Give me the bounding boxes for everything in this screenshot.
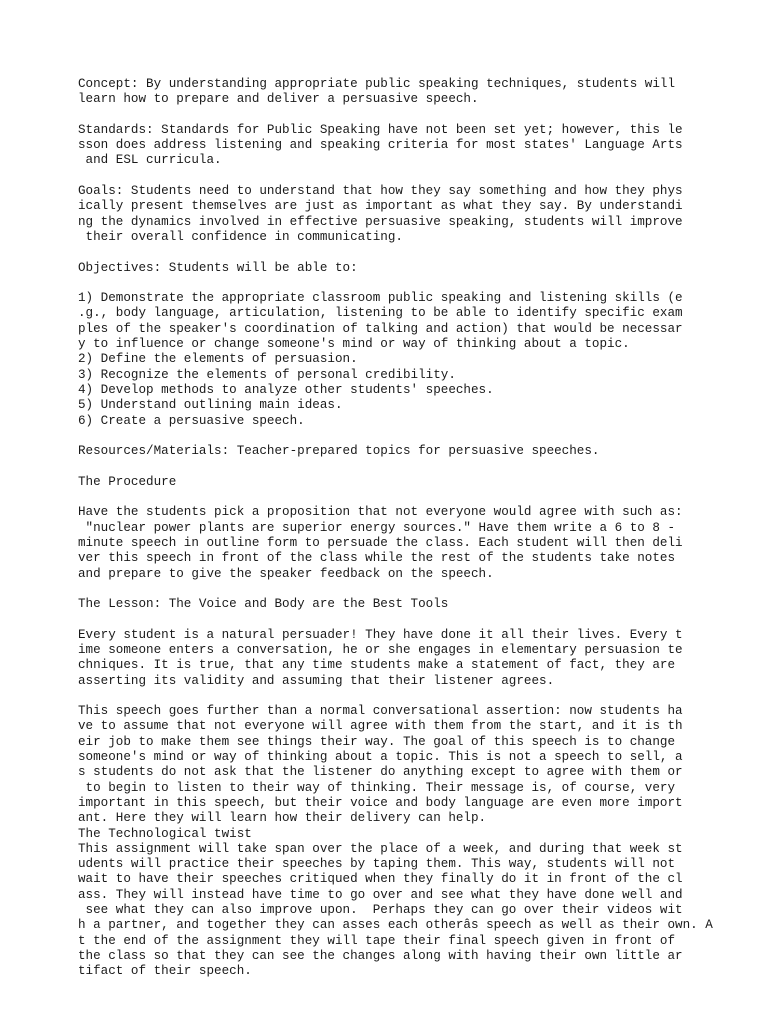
objectives-list <box>78 291 758 429</box>
text-line: h a partner, and together they can asses each otherâs speech as well as their own. A <box>78 918 713 933</box>
text-line: the class so that they can see the changes along with having their own little ar <box>78 948 683 963</box>
goals-paragraph <box>78 184 758 245</box>
text-line: 4) Develop methods to analyze other students' speeches. <box>78 382 494 397</box>
text-line: udents will practice their speeches by taping them. This way, students will not <box>78 857 676 872</box>
text-line: wait to have their speeches critiqued when they finally do it in front of the cl <box>78 872 683 887</box>
paragraph-spacer <box>78 459 758 474</box>
text-line: tifact of their speech. <box>78 964 252 979</box>
text-line: minute speech in outline form to persuade the class. Each student will then deli <box>78 535 683 550</box>
lesson-paragraph-1 <box>78 628 758 689</box>
text-line: learn how to prepare and deliver a persuasive speech. <box>78 92 479 107</box>
text-line: important in this speech, but their voice and body language are even more import <box>78 795 683 810</box>
text-line: The Procedure <box>78 474 177 489</box>
text-line: their overall confidence in communicating. <box>78 229 403 244</box>
paragraph-spacer <box>78 276 758 291</box>
procedure-paragraph <box>78 505 758 581</box>
text-line: and prepare to give the speaker feedback on the speech. <box>78 566 494 581</box>
text-line: .g., body language, articulation, listening to be able to identify specific exam <box>78 306 683 321</box>
text-line: chniques. It is true, that any time students make a statement of fact, they are <box>78 658 676 673</box>
text-line: This speech goes further than a normal conversational assertion: now students ha <box>78 704 683 719</box>
text-line: eir job to make them see things their way. The goal of this speech is to change <box>78 734 676 749</box>
text-line: Objectives: Students will be able to: <box>78 260 358 275</box>
text-line: y to influence or change someone's mind or way of thinking about a topic. <box>78 337 630 352</box>
resources-paragraph <box>78 444 758 459</box>
text-line: 1) Demonstrate the appropriate classroom public speaking and listening skills (e <box>78 291 683 306</box>
text-line: and ESL curricula. <box>78 153 222 168</box>
text-line: Standards: Standards for Public Speaking have not been set yet; however, this le <box>78 122 683 137</box>
text-line: Have the students pick a proposition that not everyone would agree with such as: <box>78 505 683 520</box>
paragraph-spacer <box>78 612 758 627</box>
text-line: ver this speech in front of the class while the rest of the students take notes <box>78 551 676 566</box>
paragraph-spacer <box>78 108 758 123</box>
lesson-heading <box>78 597 758 612</box>
text-line: s students do not ask that the listener do anything except to agree with them or <box>78 765 683 780</box>
text-line: 5) Understand outlining main ideas. <box>78 398 343 413</box>
document-body <box>78 77 758 980</box>
paragraph-spacer <box>78 429 758 444</box>
document-page <box>78 77 758 980</box>
lesson-paragraph-2 <box>78 704 758 979</box>
text-line: The Lesson: The Voice and Body are the Best Tools <box>78 597 449 612</box>
concept-paragraph <box>78 77 758 108</box>
text-line: 2) Define the elements of persuasion. <box>78 352 358 367</box>
text-line: Concept: By understanding appropriate public speaking techniques, students will <box>78 77 676 91</box>
text-line: someone's mind or way of thinking about a topic. This is not a speech to sell, a <box>78 750 683 765</box>
text-line: sson does address listening and speaking criteria for most states' Language Arts <box>78 138 683 153</box>
text-line: ve to assume that not everyone will agree with them from the start, and it is th <box>78 719 683 734</box>
text-line: "nuclear power plants are superior energy sources." Have them write a 6 to 8 - <box>78 520 676 535</box>
text-line: t the end of the assignment they will tape their final speech given in front of <box>78 933 676 948</box>
text-line: asserting its validity and assuming that their listener agrees. <box>78 673 555 688</box>
paragraph-spacer <box>78 689 758 704</box>
paragraph-spacer <box>78 245 758 260</box>
text-line: Every student is a natural persuader! They have done it all their lives. Every t <box>78 627 683 642</box>
text-line: ime someone enters a conversation, he or she engages in elementary persuasion te <box>78 642 683 657</box>
text-line: Goals: Students need to understand that how they say something and how they phys <box>78 184 683 199</box>
procedure-heading <box>78 475 758 490</box>
text-line: 3) Recognize the elements of personal credibility. <box>78 367 456 382</box>
text-line: This assignment will take span over the place of a week, and during that week st <box>78 841 683 856</box>
text-line: ant. Here they will learn how their delivery can help. <box>78 811 487 826</box>
objectives-heading <box>78 261 758 276</box>
text-line: ically present themselves are just as important as what they say. By understandi <box>78 199 683 214</box>
text-line: Resources/Materials: Teacher-prepared topics for persuasive speeches. <box>78 444 600 459</box>
text-line: ples of the speaker's coordination of talking and action) that would be necessar <box>78 321 683 336</box>
text-line: The Technological twist <box>78 826 252 841</box>
paragraph-spacer <box>78 490 758 505</box>
text-line: ass. They will instead have time to go over and see what they have done well and <box>78 887 683 902</box>
paragraph-spacer <box>78 169 758 184</box>
standards-paragraph <box>78 123 758 169</box>
text-line: ng the dynamics involved in effective persuasive speaking, students will improve <box>78 214 683 229</box>
text-line: see what they can also improve upon. Perhaps they can go over their videos wit <box>78 903 683 918</box>
paragraph-spacer <box>78 582 758 597</box>
text-line: 6) Create a persuasive speech. <box>78 413 305 428</box>
text-line: to begin to listen to their way of thinking. Their message is, of course, very <box>78 780 676 795</box>
